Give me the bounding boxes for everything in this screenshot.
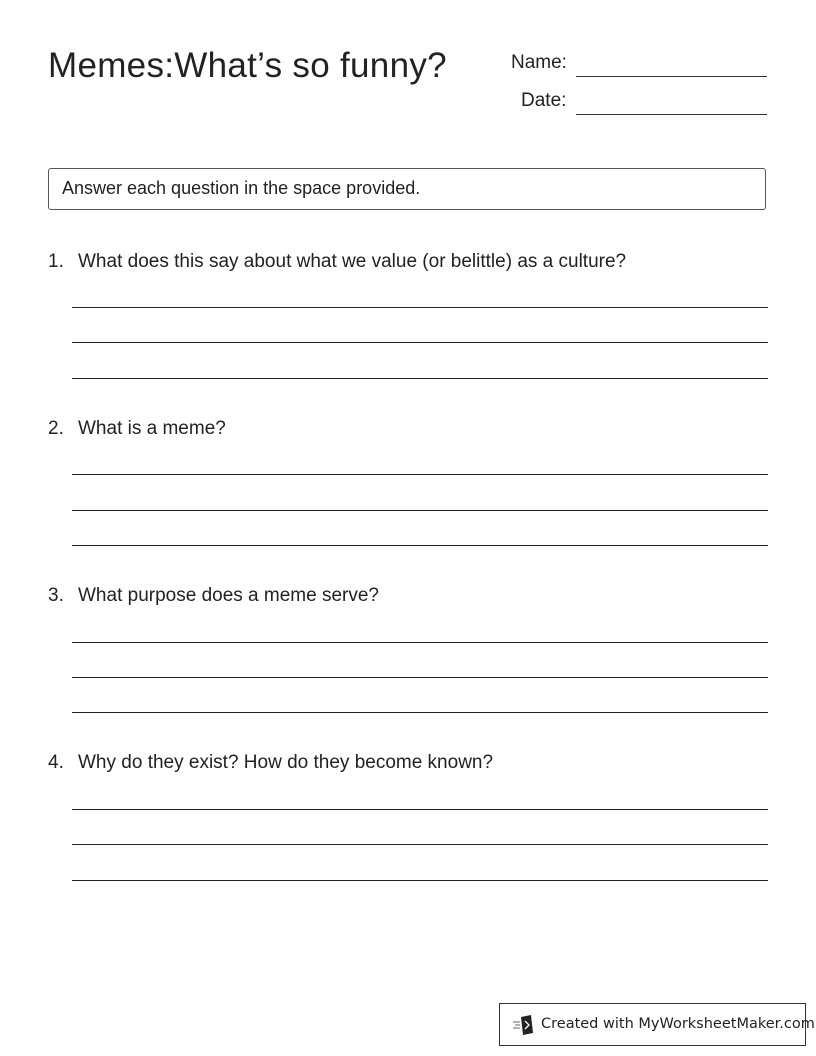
question-1 <box>48 251 768 391</box>
question-2 <box>48 418 768 558</box>
question-number: 4. <box>48 752 64 773</box>
answer-line[interactable] <box>72 809 768 810</box>
date-label: Date: <box>521 90 567 111</box>
question-4 <box>48 752 768 892</box>
date-field-line[interactable] <box>576 114 767 115</box>
answer-line[interactable] <box>72 545 768 546</box>
name-label: Name: <box>511 52 567 73</box>
answer-line[interactable] <box>72 880 768 881</box>
question-number: 3. <box>48 585 64 606</box>
question-text: What is a meme? <box>78 418 226 439</box>
question-text: Why do they exist? How do they become known? <box>78 752 494 773</box>
instructions-box <box>48 168 766 210</box>
footer-text: Created with MyWorksheetMaker.com <box>541 1016 815 1032</box>
answer-line[interactable] <box>72 510 768 511</box>
answer-line[interactable] <box>72 307 768 308</box>
answer-line[interactable] <box>72 677 768 678</box>
name-field-line[interactable] <box>576 76 767 77</box>
worksheet-logo-icon <box>512 1014 536 1041</box>
question-text: What does this say about what we value (or belittle) as a culture? <box>78 251 627 272</box>
answer-line[interactable] <box>72 342 768 343</box>
question-3 <box>48 585 768 725</box>
answer-line[interactable] <box>72 474 768 475</box>
answer-line[interactable] <box>72 712 768 713</box>
answer-line[interactable] <box>72 642 768 643</box>
question-number: 1. <box>48 251 64 272</box>
answer-line[interactable] <box>72 844 768 845</box>
answer-line[interactable] <box>72 378 768 379</box>
instructions-text: Answer each question in the space provided. <box>62 178 421 198</box>
footer-badge[interactable] <box>499 1003 815 1046</box>
worksheet-title: Memes:What’s so funny? <box>48 46 447 85</box>
question-number: 2. <box>48 418 64 439</box>
question-text: What purpose does a meme serve? <box>78 585 379 606</box>
